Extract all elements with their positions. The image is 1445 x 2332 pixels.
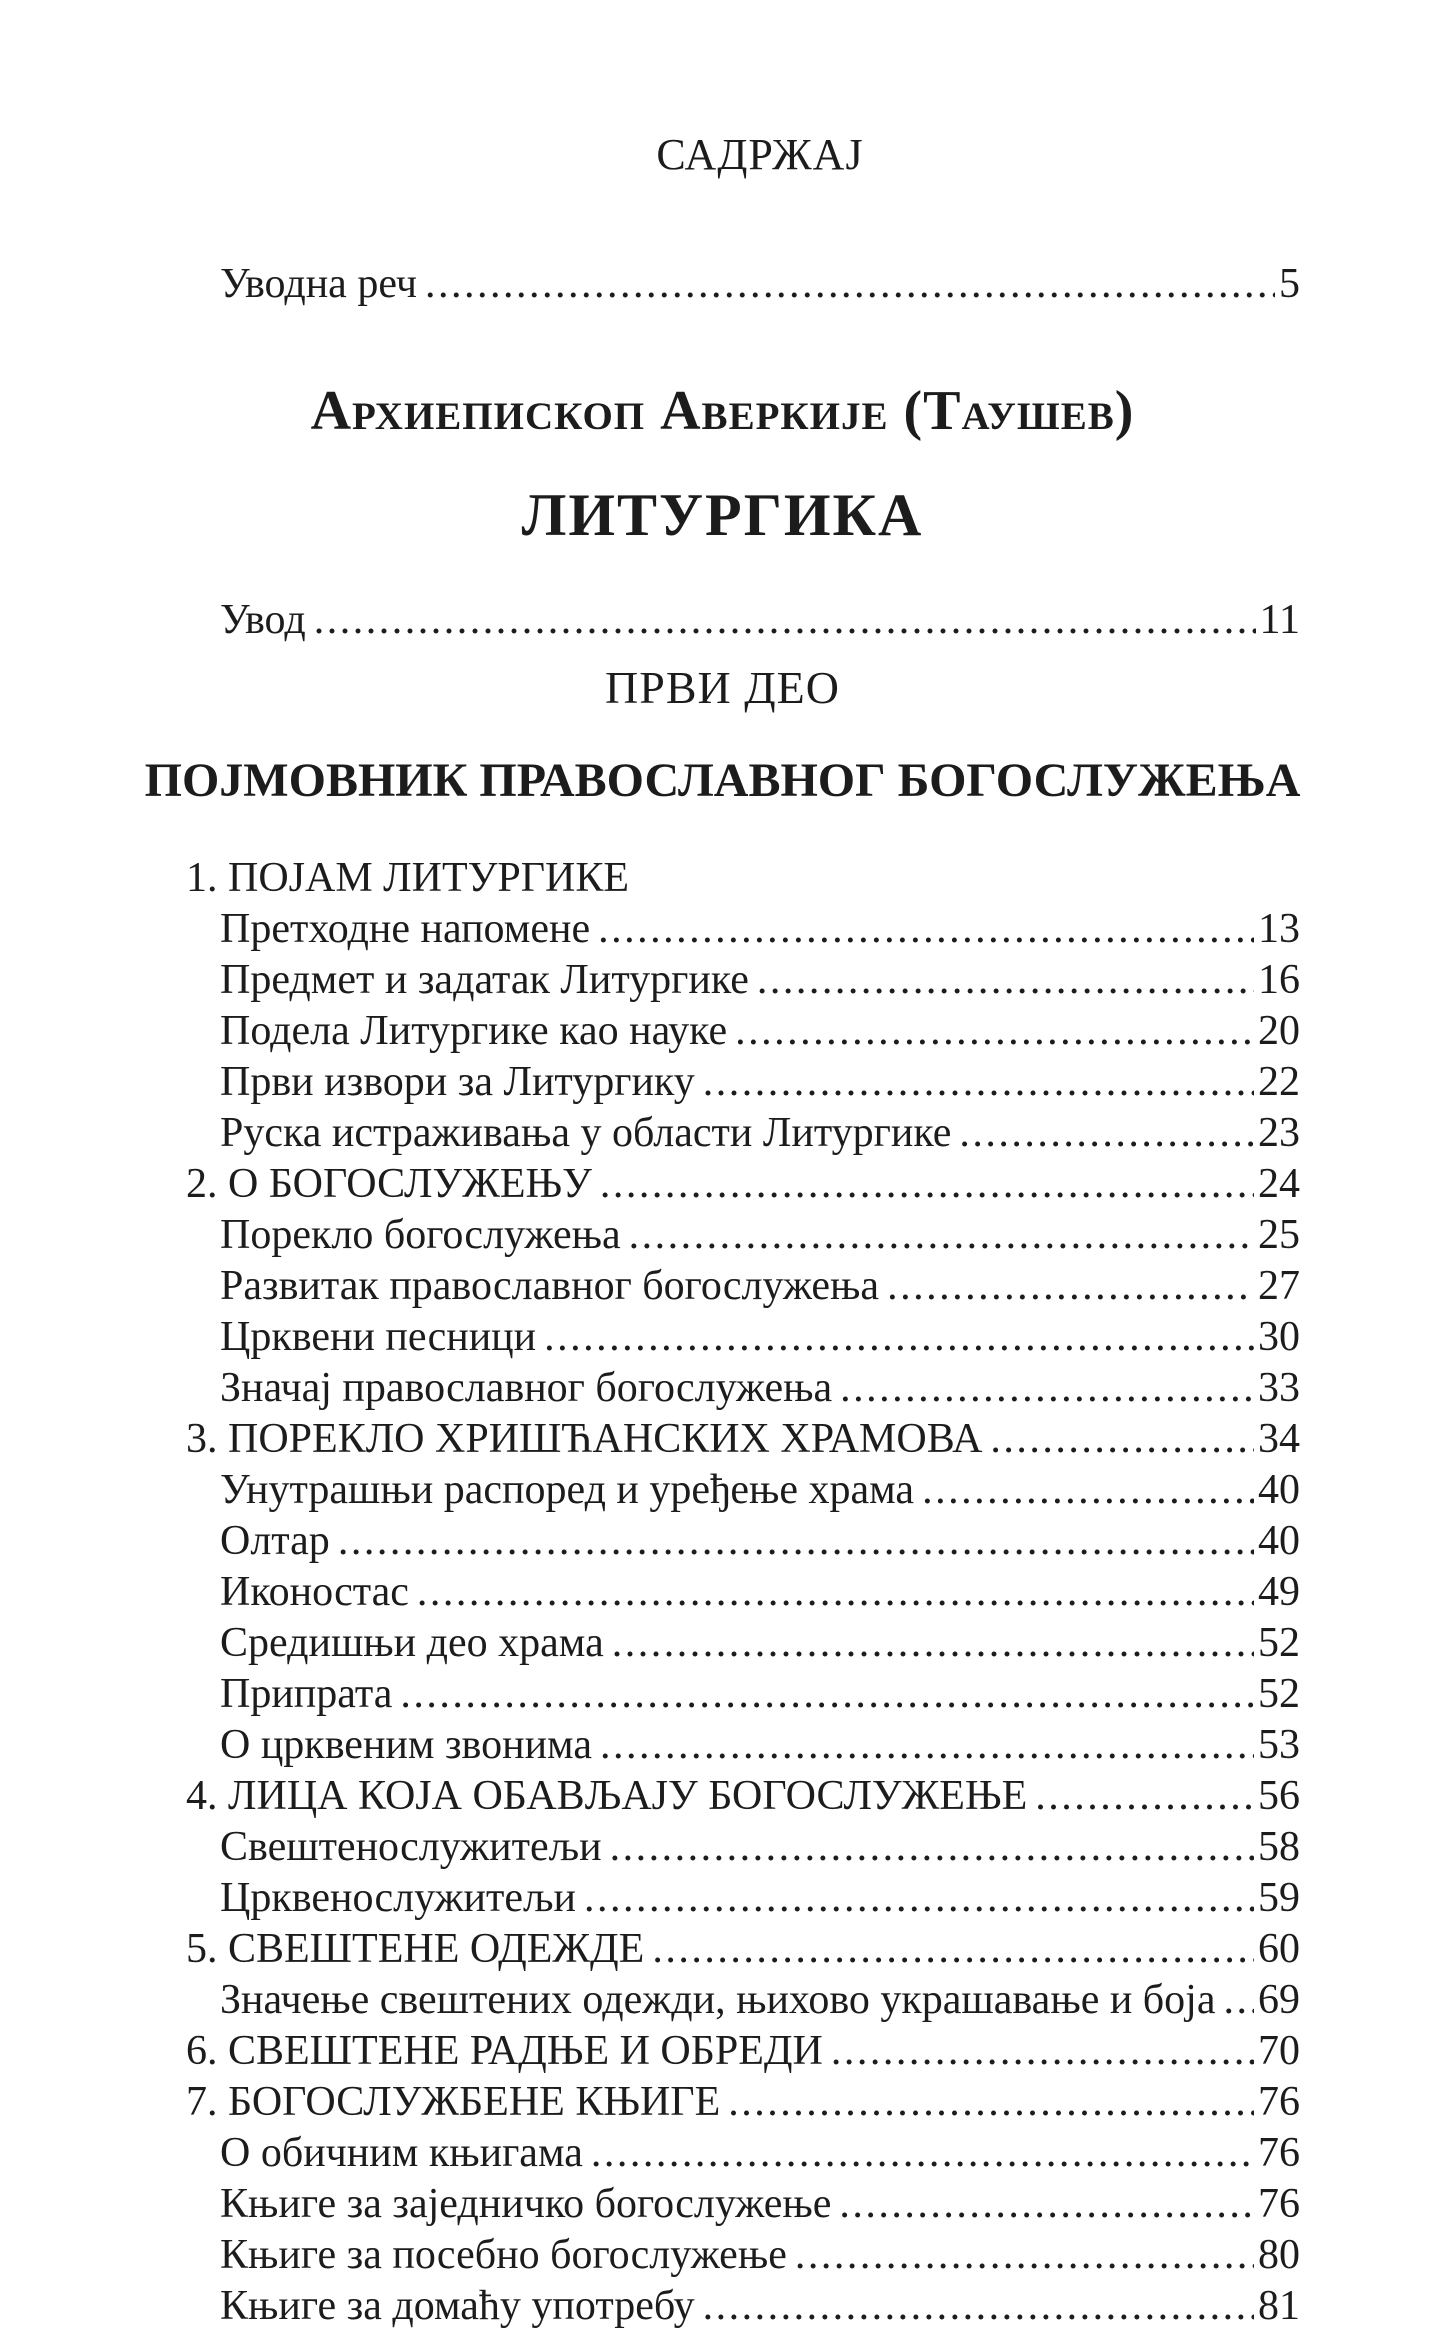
dot-leader	[839, 2179, 1254, 2230]
toc-entry-row	[220, 2179, 1300, 2230]
author-heading: Архиепископ Аверкије (Таушев)	[310, 380, 1135, 442]
toc-entry-row	[220, 1210, 1300, 1261]
toc-page-number: 58	[1258, 1824, 1300, 1871]
dot-leader	[728, 2077, 1254, 2128]
toc-entries-list	[186, 853, 1300, 2332]
part-subtitle-heading: ПОЈМОВНИК ПРАВОСЛАВНОГ БОГОСЛУЖЕЊА	[144, 754, 1301, 808]
contents-title: САДРЖАЈ	[656, 130, 864, 179]
toc-page-number: 27	[1258, 1263, 1300, 1310]
toc-page-number: 59	[1258, 1875, 1300, 1922]
toc-page-number: 60	[1258, 1926, 1300, 1973]
toc-entry-label: Припрата	[220, 1671, 393, 1718]
toc-entry-row	[220, 1567, 1300, 1618]
intro-entries-list	[220, 595, 1300, 646]
toc-entry-row	[220, 595, 1300, 646]
toc-entry-label: 4. ЛИЦА КОЈА ОБАВЉАЈУ БОГОСЛУЖЕЊЕ	[186, 1773, 1028, 1820]
dot-leader	[652, 1924, 1254, 1975]
dot-leader	[400, 1669, 1254, 1720]
toc-entry-row	[220, 1720, 1300, 1771]
toc-page-number: 20	[1258, 1008, 1300, 1055]
toc-entry-row	[220, 2128, 1300, 2179]
dot-leader	[757, 955, 1254, 1006]
toc-page-number: 52	[1258, 1620, 1300, 1667]
toc-page-number: 70	[1258, 2028, 1300, 2075]
toc-entry-row	[220, 1618, 1300, 1669]
toc-entry-label: 7. БОГОСЛУЖБЕНЕ КЊИГЕ	[186, 2079, 721, 2126]
part-heading: ПРВИ ДЕО	[605, 662, 840, 714]
book-title-heading: ЛИТУРГИКА	[521, 482, 924, 549]
toc-chapter-row	[186, 2077, 1300, 2128]
toc-page-number: 56	[1258, 1773, 1300, 1820]
dot-leader	[612, 1618, 1254, 1669]
toc-chapter-row	[186, 1414, 1300, 1465]
toc-entry-label: Олтар	[220, 1518, 330, 1565]
toc-chapter-row	[186, 853, 1300, 904]
dot-leader	[600, 1720, 1254, 1771]
toc-chapter-row	[186, 1159, 1300, 1210]
toc-entry-label: 2. О БОГОСЛУЖЕЊУ	[186, 1161, 592, 1208]
front-entries-list	[220, 259, 1300, 310]
toc-entry-label: Порекло богослужења	[220, 1212, 621, 1259]
toc-entry-label: Уводна реч	[220, 261, 418, 307]
dot-leader	[703, 1057, 1254, 1108]
toc-entry-row	[220, 1669, 1300, 1720]
dot-leader	[703, 2281, 1254, 2332]
toc-entry-row	[220, 904, 1300, 955]
toc-entry-row	[220, 1261, 1300, 1312]
toc-page-number: 49	[1258, 1569, 1300, 1616]
toc-entry-row	[220, 1006, 1300, 1057]
toc-page-number: 23	[1258, 1110, 1300, 1157]
toc-page-number: 30	[1258, 1314, 1300, 1361]
dot-leader	[1224, 1975, 1255, 2026]
dot-leader	[591, 2128, 1254, 2179]
toc-page-number: 24	[1258, 1161, 1300, 1208]
toc-page-number: 52	[1258, 1671, 1300, 1718]
toc-page-number: 13	[1258, 906, 1300, 953]
dot-leader	[629, 1210, 1254, 1261]
toc-page-number: 81	[1258, 2283, 1300, 2330]
dot-leader	[831, 2026, 1254, 2077]
dot-leader	[610, 1822, 1254, 1873]
toc-page-number: 16	[1258, 957, 1300, 1004]
dot-leader	[887, 1261, 1254, 1312]
toc-entry-label: 3. ПОРЕКЛО ХРИШЋАНСКИХ ХРАМОВА	[186, 1416, 983, 1463]
toc-entry-label: Црквенослужитељи	[220, 1875, 577, 1922]
toc-page-number: 34	[1258, 1416, 1300, 1463]
toc-page-number: 40	[1258, 1467, 1300, 1514]
toc-entry-row	[220, 2230, 1300, 2281]
toc-entry-label: 6. СВЕШТЕНЕ РАДЊЕ И ОБРЕДИ	[186, 2028, 823, 2075]
toc-entry-row	[220, 1465, 1300, 1516]
toc-entry-row	[220, 1516, 1300, 1567]
toc-entry-label: Књиге за домаћу употребу	[220, 2283, 695, 2330]
toc-entry-label: Књиге за посебно богослужење	[220, 2232, 787, 2279]
dot-leader	[544, 1312, 1254, 1363]
toc-entry-row	[220, 1822, 1300, 1873]
toc-page-number: 76	[1258, 2079, 1300, 2126]
toc-entry-label: Значај православног богослужења	[220, 1365, 833, 1412]
toc-entry-label: О обичним књигама	[220, 2130, 583, 2177]
toc-entry-label: Увод	[220, 597, 306, 644]
toc-entry-label: Развитак православног богослужења	[220, 1263, 880, 1310]
toc-page-number: 33	[1258, 1365, 1300, 1412]
dot-leader	[990, 1414, 1254, 1465]
toc-entry-row	[220, 1975, 1300, 2026]
toc-page-number: 25	[1258, 1212, 1300, 1259]
toc-entry-label: Први извори за Литургику	[220, 1059, 695, 1106]
toc-entry-label: О црквеним звонима	[220, 1722, 592, 1769]
toc-entry-label: Унутрашњи распоред и уређење храма	[220, 1467, 915, 1514]
toc-entry-label: Црквени песници	[220, 1314, 537, 1361]
toc-entry-row	[220, 955, 1300, 1006]
toc-chapter-row	[186, 2026, 1300, 2077]
toc-page-number: 40	[1258, 1518, 1300, 1565]
toc-entry-label: 5. СВЕШТЕНЕ ОДЕЖДЕ	[186, 1926, 645, 1973]
dot-leader	[598, 904, 1254, 955]
toc-chapter-row	[186, 1924, 1300, 1975]
dot-leader	[735, 1006, 1254, 1057]
toc-entry-row	[220, 259, 1300, 310]
toc-entry-label: Свештенослужитељи	[220, 1824, 602, 1871]
toc-entry-label: Подела Литургике као науке	[220, 1008, 728, 1055]
dot-leader	[314, 595, 1256, 646]
toc-entry-label: Руска истраживања у области Литургике	[220, 1110, 952, 1157]
toc-page-number: 76	[1258, 2130, 1300, 2177]
toc-entry-row	[220, 1873, 1300, 1924]
dot-leader	[922, 1465, 1254, 1516]
toc-entry-row	[220, 1108, 1300, 1159]
toc-page-number: 11	[1259, 597, 1300, 644]
dot-leader	[425, 259, 1275, 310]
dot-leader	[584, 1873, 1254, 1924]
dot-leader	[417, 1567, 1254, 1618]
toc-page-number: 69	[1258, 1977, 1300, 2024]
toc-entry-label: Предмет и задатак Литургике	[220, 957, 749, 1004]
toc-entry-row	[220, 1057, 1300, 1108]
toc-entry-label: 1. ПОЈАМ ЛИТУРГИКЕ	[186, 855, 630, 902]
dot-leader	[959, 1108, 1254, 1159]
toc-entry-label: Претходне напомене	[220, 906, 591, 953]
toc-entry-label: Иконостас	[220, 1569, 409, 1616]
toc-chapter-row	[186, 1771, 1300, 1822]
toc-entry-label: Књиге за заједничко богослужење	[220, 2181, 832, 2228]
toc-page-number: 53	[1258, 1722, 1300, 1769]
toc-entry-label: Средишњи део храма	[220, 1620, 604, 1667]
toc-entry-row	[220, 1312, 1300, 1363]
toc-page-number: 5	[1279, 261, 1300, 307]
dot-leader	[795, 2230, 1254, 2281]
dot-leader	[1035, 1771, 1254, 1822]
toc-page-number: 22	[1258, 1059, 1300, 1106]
toc-page-number: 80	[1258, 2232, 1300, 2279]
dot-leader	[840, 1363, 1254, 1414]
toc-entry-row	[220, 2281, 1300, 2332]
toc-page-number: 76	[1258, 2181, 1300, 2228]
toc-entry-row	[220, 1363, 1300, 1414]
toc-entry-label: Значење свештених одежди, њихово украшавање и боја	[220, 1977, 1216, 2024]
dot-leader	[338, 1516, 1254, 1567]
dot-leader	[600, 1159, 1254, 1210]
